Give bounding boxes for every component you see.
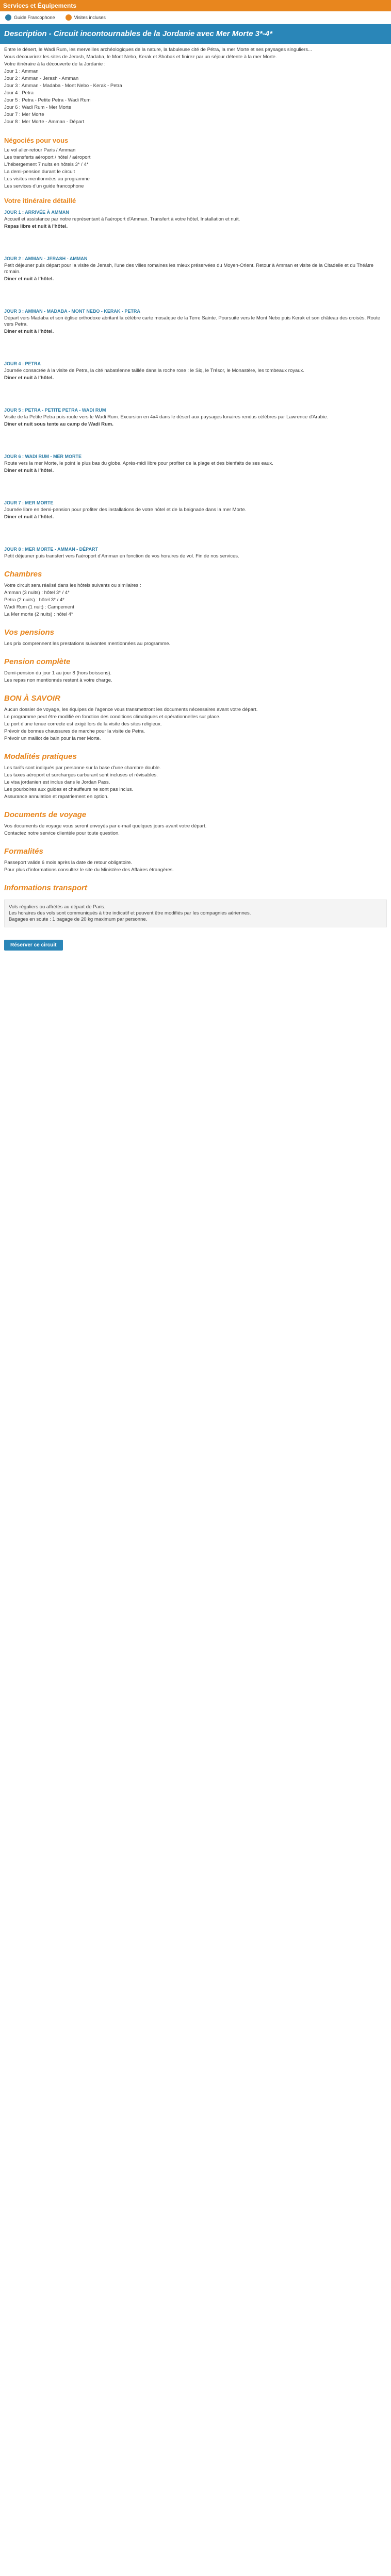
pension-line: Les repas non mentionnés restent à votre charge. <box>4 677 112 683</box>
hotels-list <box>0 583 391 618</box>
info-line: Le programme peut être modifié en fonction des conditions climatiques et opérationnelles sur place. <box>4 714 221 720</box>
list-item: Les services d'un guide francophone <box>4 183 84 189</box>
section-title-transport: Informations transport <box>4 884 87 892</box>
guide-icon <box>5 14 11 21</box>
section-title-documents: Documents de voyage <box>4 810 87 819</box>
book-button[interactable]: Réserver ce circuit <box>4 940 63 951</box>
info-line: Le port d'une tenue correcte est exigé lors de la visite des sites religieux. <box>4 721 162 727</box>
documents-text <box>0 823 391 837</box>
day-description: Petit déjeuner puis transfert vers l'aéroport d'Amman en fonction de vos horaires de vol. Fin de nos services. <box>4 553 239 559</box>
info-line: Les tarifs sont indiqués par personne sur la base d'une chambre double. <box>4 765 161 771</box>
itinerary-day <box>4 500 387 520</box>
good-to-know-text <box>0 707 391 742</box>
hotel-line: Amman (3 nuits) : hôtel 3* / 4* <box>4 590 70 596</box>
info-line: Passeport valide 6 mois après la date de retour obligatoire. <box>4 860 133 866</box>
day-description: Petit déjeuner puis départ pour la visite de Jerash, l'une des villes romaines les mieux préservées du Moyen-Orient. Retour à Amman et visite de la Citadelle et du Théâtre romain. <box>4 263 374 275</box>
day-title: JOUR 3 : AMMAN - MADABA - MONT NEBO - KERAK - PETRA <box>4 309 140 314</box>
info-line: Bagages en soute : 1 bagage de 20 kg maximum par personne. <box>9 917 148 922</box>
day-title: JOUR 2 : AMMAN - JERASH - AMMAN <box>4 256 88 261</box>
pension-line: Demi-pension du jour 1 au jour 8 (hors boissons). <box>4 670 112 676</box>
list-item: Les visites mentionnées au programme <box>4 176 90 182</box>
hotel-line: Wadi Rum (1 nuit) : Campement <box>4 604 74 610</box>
day-title: JOUR 1 : ARRIVÉE À AMMAN <box>4 210 69 215</box>
included-line: Les prix comprennent les prestations suivantes mentionnées au programme. <box>4 641 171 647</box>
day-meal: Dîner et nuit à l'hôtel. <box>4 514 54 520</box>
info-line: Vos documents de voyage vous seront envoyés par e-mail quelques jours avant votre départ. <box>4 823 207 829</box>
intro-text <box>0 44 391 129</box>
intro-line: Jour 7 : Mer Morte <box>4 112 44 117</box>
info-line: Aucun dossier de voyage, les équipes de l'agence vous transmettront les documents nécessaires avant votre départ. <box>4 707 258 713</box>
nav-item-label: Guide Francophone <box>14 15 55 20</box>
intro-line: Jour 3 : Amman - Madaba - Mont Nebo - Kerak - Petra <box>4 83 122 89</box>
info-line: Vols réguliers ou affrétés au départ de Paris. <box>9 904 106 910</box>
section-title-negotiated: Négociés pour vous <box>4 137 69 144</box>
info-line: Le visa jordanien est inclus dans le Jordan Pass. <box>4 779 110 785</box>
negotiated-list <box>0 147 391 190</box>
intro-line: Jour 1 : Amman <box>4 69 39 74</box>
list-item: Les transferts aéroport / hôtel / aéroport <box>4 155 91 160</box>
itinerary-day <box>4 309 387 334</box>
itinerary-day <box>4 256 387 282</box>
itinerary-day <box>4 408 387 427</box>
info-line: Les horaires des vols sont communiqués à titre indicatif et peuvent être modifiés par les compagnies aériennes. <box>9 910 251 916</box>
list-item: La demi-pension durant le circuit <box>4 169 75 175</box>
intro-line: Votre itinéraire à la découverte de la Jordanie : <box>4 61 106 67</box>
nav-item-label: Visites incluses <box>74 15 106 20</box>
day-title: JOUR 8 : MER MORTE - AMMAN - DÉPART <box>4 547 98 552</box>
hotel-line: Petra (2 nuits) : hôtel 3* / 4* <box>4 597 64 603</box>
list-item: Le vol aller-retour Paris / Amman <box>4 147 76 153</box>
transport-box <box>4 900 387 927</box>
day-meal: Dîner et nuit à l'hôtel. <box>4 375 54 381</box>
info-line: Contactez notre service clientèle pour toute question. <box>4 831 120 836</box>
day-meal: Dîner et nuit à l'hôtel. <box>4 329 54 334</box>
itinerary-day <box>4 454 387 473</box>
section-title-good-to-know: BON À SAVOIR <box>4 694 60 703</box>
info-line: Les pourboires aux guides et chauffeurs ne sont pas inclus. <box>4 787 134 792</box>
itinerary-day <box>4 361 387 381</box>
day-description: Accueil et assistance par notre représentant à l'aéroport d'Amman. Transfert à votre hôtel. Installation et nuit. <box>4 216 240 222</box>
section-title-pension: Pension complète <box>4 657 71 666</box>
section-title-included: Vos pensions <box>4 628 54 637</box>
itinerary <box>0 210 391 560</box>
services-nav <box>0 11 391 24</box>
formalities-text <box>0 860 391 873</box>
day-description: Journée consacrée à la visite de Petra, la cité nabatéenne taillée dans la roche rose : le Siq, le Trésor, le Monastère, les tombeaux royaux. <box>4 368 304 374</box>
hotel-line: Votre circuit sera réalisé dans les hôtels suivants ou similaires : <box>4 583 141 588</box>
hotel-line: La Mer morte (2 nuits) : hôtel 4* <box>4 612 73 617</box>
nav-item-guide[interactable] <box>5 14 55 21</box>
day-meal: Dîner et nuit à l'hôtel. <box>4 468 54 473</box>
services-title: Services et Équipements <box>3 2 77 9</box>
intro-line: Jour 4 : Petra <box>4 90 34 96</box>
day-title: JOUR 7 : MER MORTE <box>4 500 54 505</box>
info-line: Pour plus d'informations consultez le site du Ministère des Affaires étrangères. <box>4 867 174 873</box>
info-line: Prévoir de bonnes chaussures de marche pour la visite de Petra. <box>4 728 145 734</box>
day-description: Départ vers Madaba et son église orthodoxe abritant la célèbre carte mosaïque de la Terre Sainte. Poursuite vers le Mont Nebo puis Kerak et son château des croisés. Route vers Petra. <box>4 315 381 327</box>
day-meal: Dîner et nuit à l'hôtel. <box>4 276 54 282</box>
itinerary-day <box>4 210 387 229</box>
intro-line: Jour 5 : Petra - Petite Petra - Wadi Rum <box>4 97 91 103</box>
nav-item-visits[interactable] <box>66 14 106 21</box>
day-meal: Repas libre et nuit à l'hôtel. <box>4 224 68 229</box>
services-header <box>0 0 391 11</box>
day-title: JOUR 6 : WADI RUM - MER MORTE <box>4 454 82 459</box>
info-line: Prévoir un maillot de bain pour la mer Morte. <box>4 736 101 741</box>
itinerary-day <box>4 547 387 560</box>
intro-line: Entre le désert, le Wadi Rum, les merveilles archéologiques de la nature, la fabuleuse cité de Pétra, la mer Morte et ses paysages singuliers... <box>4 47 312 53</box>
included-text <box>0 641 391 647</box>
intro-line: Jour 2 : Amman - Jerash - Amman <box>4 76 79 81</box>
section-title-practical: Modalités pratiques <box>4 752 77 761</box>
section-title-formalities: Formalités <box>4 847 43 856</box>
intro-line: Jour 8 : Mer Morte - Amman - Départ <box>4 119 85 125</box>
pension-text <box>0 670 391 684</box>
day-description: Route vers la mer Morte, le point le plus bas du globe. Après-midi libre pour profiter de la plage et des bienfaits de ses eaux. <box>4 461 273 466</box>
list-item: L'hébergement 7 nuits en hôtels 3* / 4* <box>4 162 89 167</box>
day-description: Visite de la Petite Petra puis route vers le Wadi Rum. Excursion en 4x4 dans le désert aux paysages lunaires rendus célèbres par Lawrence d'Arabie. <box>4 414 329 420</box>
day-description: Journée libre en demi-pension pour profiter des installations de votre hôtel et de la baignade dans la mer Morte. <box>4 507 247 513</box>
description-banner <box>0 24 391 44</box>
info-line: Les taxes aéroport et surcharges carburant sont incluses et révisables. <box>4 772 158 778</box>
day-title: JOUR 4 : PETRA <box>4 361 41 366</box>
section-title-itinerary: Votre itinéraire détaillé <box>4 197 76 205</box>
section-title-rooms: Chambres <box>4 570 42 579</box>
intro-line: Vous découvrirez les sites de Jerash, Madaba, le Mont Nebo, Kerak et Shobak et finirez par un séjour détente à la mer Morte. <box>4 54 277 60</box>
intro-line: Jour 6 : Wadi Rum - Mer Morte <box>4 105 72 110</box>
info-line: Assurance annulation et rapatriement en option. <box>4 794 109 800</box>
practical-text <box>0 765 391 800</box>
day-title: JOUR 5 : PETRA - PETITE PETRA - WADI RUM <box>4 408 106 413</box>
visit-icon <box>66 14 72 21</box>
page-title: Description - Circuit incontournables de la Jordanie avec Mer Morte 3*-4* <box>4 29 273 38</box>
day-meal: Dîner et nuit sous tente au camp de Wadi Rum. <box>4 421 113 427</box>
